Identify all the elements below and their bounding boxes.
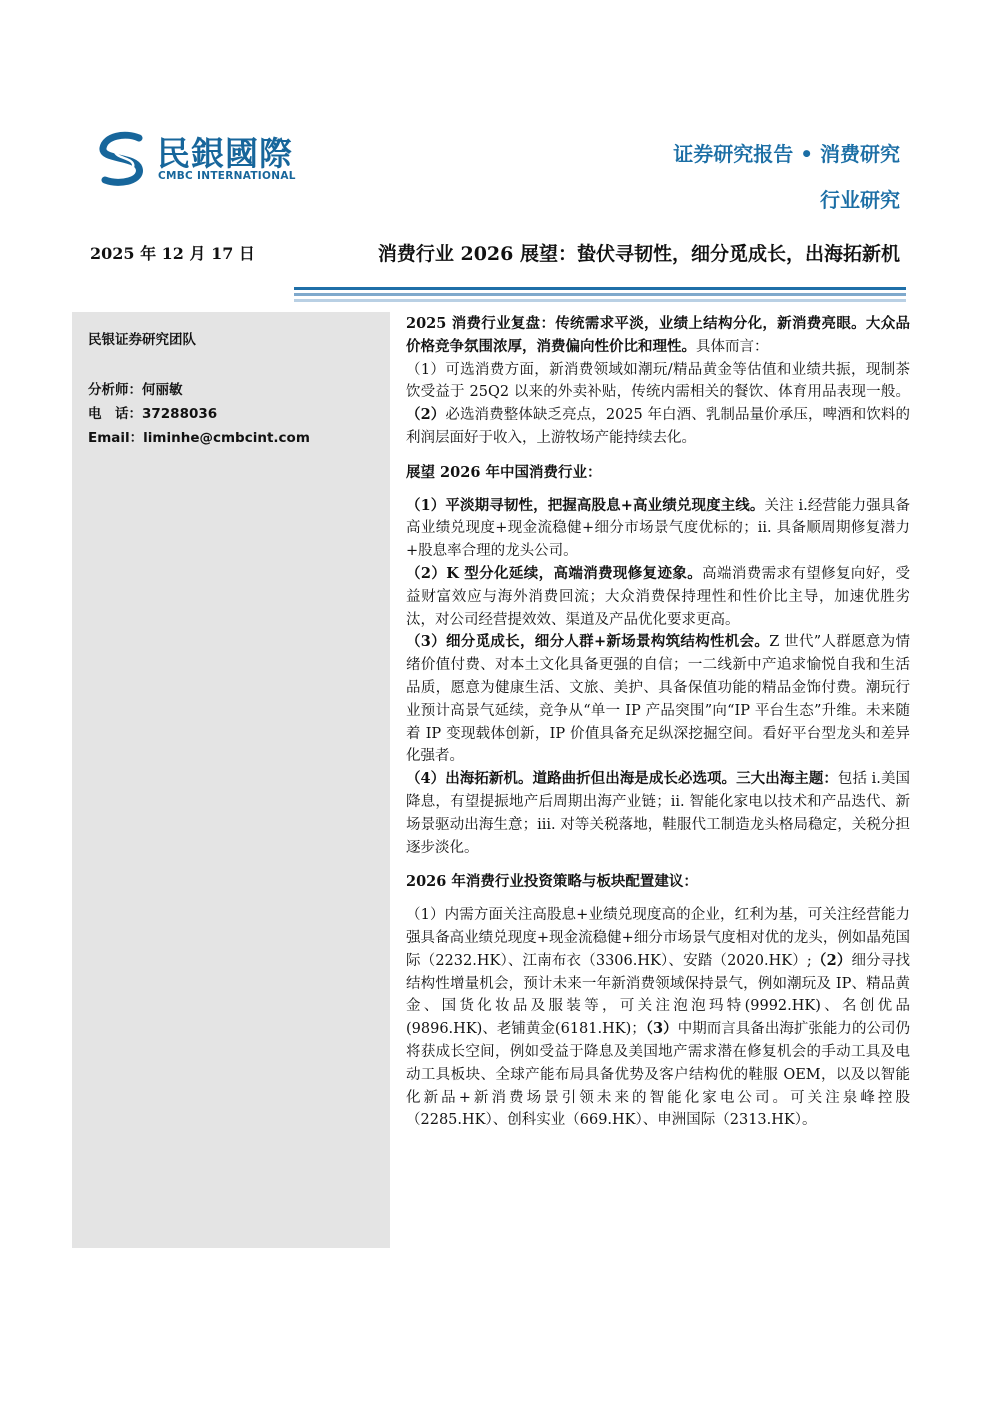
report-subtype: 行业研究 — [820, 188, 900, 212]
review-p1-c: 必选消费整体缺乏亮点，2025 年白酒、乳制品量价承压，啤酒和饮料的利润层面好于收入，上游牧场产能持续去化。 — [406, 407, 911, 446]
report-body — [406, 313, 910, 1132]
strategy-t3-text: 中期而言具备出海扩张能力的公司仍将获成长空间，例如受益于降息及美国地产需求潜在修复机会的手动工具及电动工具板块、全球产能布局具备优势及客户结构优的鞋服 OEM，以及以智能化新品+新消费场景引领未来的智能化家电公司。可关注泉峰控股（2285.HK）、创科实业（669.HK）、申洲国际（2313.HK）。 — [406, 1021, 911, 1129]
outlook-p3-text: Z 世代”人群愿意为情绪价值付费、对本土文化具备更强的自信；一二线新中产追求愉悦自我和生活品质，愿意为健康生活、文旅、美护、具备保值功能的精品金饰付费。潮玩行业预计高景气延续，竞争从“单一 IP 产品突围”向“IP 平台生态”升维。未来随着 IP 变现载体创新，IP 价值具备充足纵深挖掘空间。看好平台型龙头和差异化强者。 — [406, 634, 910, 765]
logo-mark-icon — [95, 130, 153, 188]
outlook-p2-text: 高端消费需求有望修复向好，受益财富效应与海外消费回流；大众消费保持理性和性价比主导，加速优胜劣汰，对公司经营提效效、渠道及产品优化要求更高。 — [406, 565, 910, 628]
outlook-p3-bold: （3）细分觅成长，细分人群+新场景构筑结构性机会。 — [406, 633, 770, 651]
strategy-heading: 2026 年消费行业投资策略与板块配置建议： — [406, 873, 698, 891]
logo-chinese-text: 民銀國際 — [157, 134, 293, 173]
review-lead — [406, 313, 910, 359]
report-date: 2025 年 12 月 17 日 — [90, 244, 255, 263]
header-rule-light — [294, 299, 906, 302]
outlook-point-4 — [406, 768, 910, 859]
analyst-sidebar — [72, 312, 390, 1248]
review-paragraph — [406, 359, 910, 450]
outlook-p4-text: 包括 i.美国降息，有望提振地产后周期出海产业链；ii. 智能化家电以技术和产品迭代、新场景驱动出海生意；iii. 对等关税落地，鞋服代工制造龙头格局稳定，关税分担逐步淡化。 — [406, 771, 910, 856]
header-rule-mid — [294, 293, 906, 296]
analyst-phone: 电 话：37288036 — [88, 406, 218, 422]
analyst-email: Email：liminhe@cmbcint.com — [88, 430, 310, 446]
outlook-p1-bold: （1）平淡期寻韧性，把握高股息+高业绩兑现度主线。 — [406, 496, 765, 514]
strategy-t3-bold: （3） — [645, 1020, 678, 1038]
outlook-point-3 — [406, 631, 910, 768]
review-p1-b: （2） — [406, 406, 446, 424]
review-p1-a: （1）可选消费方面，新消费领域如潮玩/精品黄金等估值和业绩共振，现制茶饮受益于 25Q2 以来的外卖补贴，传统内需相关的餐饮、体育用品表现一般。 — [406, 361, 910, 401]
report-title: 消费行业 2026 展望：蛰伏寻韧性，细分觅成长，出海拓新机 — [377, 243, 900, 265]
outlook-p4-bold: （4）出海拓新机。道路曲折但出海是成长必选项。三大出海主题： — [406, 770, 838, 788]
review-lead-tail: 具体而言： — [696, 338, 769, 355]
report-type: 证券研究报告 • 消费研究 — [673, 142, 900, 166]
review-lead-bold: 2025 消费行业复盘：传统需求平淡，业绩上结构分化，新消费亮眼。大众品价格竞争氛围浓厚，消费偏向性价比和理性。 — [406, 315, 910, 355]
strategy-t1: （1）内需方面关注高股息+业绩兑现度高的企业，红利为基，可关注经营能力强具备高业绩兑现度+现金流稳健+细分市场景气度相对优的龙头，例如晶苑国际（2232.HK）、江南布衣（3306.HK）、安踏（2020.HK）; — [406, 907, 910, 969]
company-logo — [95, 130, 345, 190]
logo-english-text: CMBC INTERNATIONAL — [158, 170, 296, 182]
analyst-name: 分析师：何丽敏 — [88, 382, 183, 398]
strategy-t2-bold: （2） — [811, 951, 852, 969]
header-rule-dark — [294, 287, 906, 290]
team-name: 民银证券研究团队 — [88, 332, 196, 348]
outlook-p2-bold: （2）K 型分化延续，高端消费现修复迹象。 — [406, 564, 703, 582]
strategy-t2-text: 细分寻找结构性增量机会，预计未来一年新消费领域保持景气，例如潮玩及 IP、精品黄金、国货化妆品及服装等，可关注泡泡玛特(9992.HK)、名创优品(9896.HK)、老铺黄金(6181.HK)； — [406, 952, 911, 1038]
outlook-point-1 — [406, 495, 910, 563]
outlook-point-2 — [406, 563, 910, 631]
outlook-heading: 展望 2026 年中国消费行业： — [406, 463, 602, 481]
strategy-paragraph — [406, 904, 910, 1132]
outlook-p1-text: 关注 i.经营能力强具备高业绩兑现度+现金流稳健+细分市场景气度优标的；ii. 具备顺周期修复潜力+股息率合理的龙头公司。 — [406, 497, 910, 560]
